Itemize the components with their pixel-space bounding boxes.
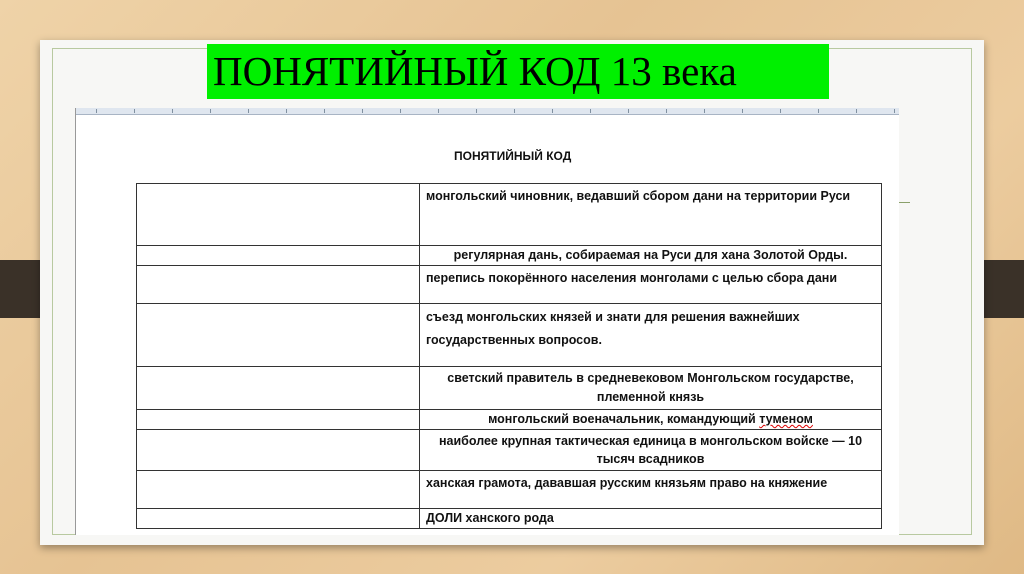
ruler-tick [400, 109, 401, 113]
table-row [137, 304, 882, 367]
ruler-tick [628, 109, 629, 113]
table-row [137, 509, 882, 529]
definition-cell: перепись покорённого населения монголами с целью сбора дани [420, 266, 882, 304]
ruler-tick [856, 109, 857, 113]
document-title: ПОНЯТИЙНЫЙ КОД [454, 149, 572, 163]
definition-cell: ханская грамота, дававшая русским князьям право на княжение [420, 471, 882, 509]
table-row [137, 410, 882, 430]
ruler-tick [476, 109, 477, 113]
ruler-tick [172, 109, 173, 113]
table-row [137, 471, 882, 509]
table-row [137, 430, 882, 471]
ruler-tick [666, 109, 667, 113]
table-row [137, 367, 882, 410]
table-row [137, 266, 882, 304]
ruler-tick [324, 109, 325, 113]
ruler [76, 108, 899, 115]
definition-cell: светский правитель в средневековом Монгольском государстве, племенной князь [420, 367, 882, 410]
ruler-tick [742, 109, 743, 113]
ruler-tick [210, 109, 211, 113]
slide-title: ПОНЯТИЙНЫЙ КОД 13 века [207, 44, 829, 99]
document-image [75, 108, 899, 535]
definition-cell: ДОЛИ ханского рода [420, 509, 882, 529]
term-cell [137, 430, 420, 471]
spellcheck-flagged-word: туменом [759, 412, 813, 426]
ruler-tick [134, 109, 135, 113]
definition-cell: наиболее крупная тактическая единица в монгольском войске — 10 тысяч всадников [420, 430, 882, 471]
ruler-tick [514, 109, 515, 113]
term-cell [137, 410, 420, 430]
term-cell [137, 266, 420, 304]
term-cell [137, 246, 420, 266]
decor-line [898, 202, 910, 203]
terms-table [136, 183, 882, 529]
ruler-tick [780, 109, 781, 113]
decor-band-left [0, 260, 42, 318]
ruler-tick [286, 109, 287, 113]
term-cell [137, 304, 420, 367]
term-cell [137, 367, 420, 410]
term-cell [137, 471, 420, 509]
ruler-tick [552, 109, 553, 113]
ruler-tick [362, 109, 363, 113]
ruler-tick [894, 109, 895, 113]
term-cell [137, 509, 420, 529]
table-row [137, 246, 882, 266]
ruler-tick [590, 109, 591, 113]
term-cell [137, 184, 420, 246]
definition-text: монгольский военачальник, командующий [488, 412, 760, 426]
definition-cell: монгольский чиновник, ведавший сбором дани на территории Руси [420, 184, 882, 246]
ruler-tick [704, 109, 705, 113]
definition-cell [420, 410, 882, 430]
table-row [137, 184, 882, 246]
definition-cell: съезд монгольских князей и знати для решения важнейших государственных вопросов. [420, 304, 882, 367]
ruler-tick [248, 109, 249, 113]
definition-cell: регулярная дань, собираемая на Руси для хана Золотой Орды. [420, 246, 882, 266]
ruler-tick [438, 109, 439, 113]
ruler-tick [96, 109, 97, 113]
ruler-tick [818, 109, 819, 113]
